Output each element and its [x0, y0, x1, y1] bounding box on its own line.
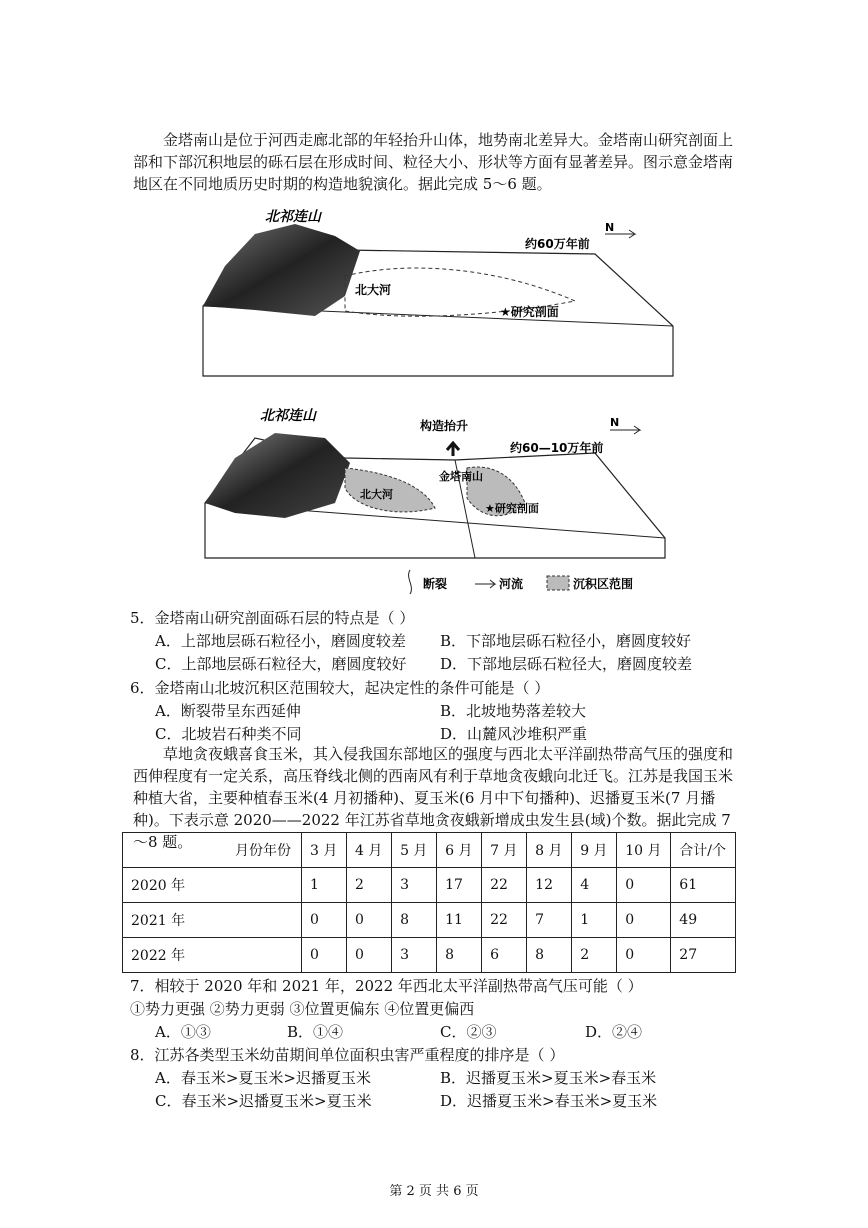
table-cell: 3 — [392, 868, 437, 903]
table-cell: 0 — [302, 938, 347, 973]
q7-items: ①势力更强 ②势力更弱 ③位置更偏东 ④位置更偏西 — [130, 1000, 475, 1018]
river-arrow-icon — [475, 580, 495, 588]
table-header-cell: 月份年份 — [123, 833, 302, 868]
q7-option-c: C．②③ — [440, 1023, 497, 1041]
table-cell: 12 — [527, 868, 572, 903]
table-cell: 61 — [671, 868, 736, 903]
north-label: N — [605, 221, 615, 234]
legend-deposit: 沉积区范围 — [573, 577, 634, 591]
mountain-label: 北祁连山 — [260, 408, 316, 424]
table-header-cell: 5 月 — [392, 833, 437, 868]
figure-60-10ka — [195, 408, 675, 603]
table-cell: 2 — [347, 868, 392, 903]
table-cell: 4 — [572, 868, 617, 903]
table-cell: 2 — [572, 938, 617, 973]
table-cell: 0 — [617, 938, 671, 973]
table-cell: 0 — [302, 903, 347, 938]
q6-option-a: A．断裂带呈东西延伸 — [155, 702, 301, 720]
q7-option-b: B．①④ — [287, 1023, 344, 1041]
time-label: 约60—10万年前 — [510, 441, 604, 455]
q8-option-a: A．春玉米>夏玉米>迟播夏玉米 — [155, 1069, 371, 1087]
range-label: 金塔南山 — [439, 470, 483, 483]
river-label: 北大河 — [360, 488, 393, 501]
table-cell: 22 — [482, 868, 527, 903]
q7-option-a: A．①③ — [155, 1023, 211, 1041]
table-header-row — [123, 833, 736, 868]
table-header-cell: 7 月 — [482, 833, 527, 868]
north-label: N — [610, 416, 620, 429]
page-footer: 第 2 页 共 6 页 — [389, 1184, 479, 1199]
q6-option-b: B．北坡地势落差较大 — [440, 702, 587, 720]
intro-paragraph-1: 金塔南山是位于河西走廊北部的年轻抬升山体，地势南北差异大。金塔南山研究剖面上部和下部沉积地层的砾石层在形成时间、粒径大小、形状等方面有显著差异。图示意金塔南地区在不同地质历史时期的构造地貌演化。据此完成 5～6 题。 — [133, 131, 734, 193]
table-cell: 27 — [671, 938, 736, 973]
table-cell: 22 — [482, 903, 527, 938]
table-cell: 11 — [437, 903, 482, 938]
table-header-cell: 9 月 — [572, 833, 617, 868]
table-cell: 0 — [347, 903, 392, 938]
table-header-cell: 6 月 — [437, 833, 482, 868]
table-header-cell: 合计/个 — [671, 833, 736, 868]
legend-fault: 断裂 — [423, 577, 448, 591]
table-cell: 49 — [671, 903, 736, 938]
q8-option-c: C．春玉米>迟播夏玉米>夏玉米 — [155, 1092, 372, 1110]
table-cell: 0 — [617, 868, 671, 903]
q5-option-c: C．上部地层砾石粒径大，磨圆度较好 — [155, 655, 407, 673]
table-row — [123, 938, 736, 973]
q7-option-d: D．②④ — [585, 1023, 643, 1041]
table-cell: 7 — [527, 903, 572, 938]
q5-option-d: D．下部地层砾石粒径大，磨圆度较差 — [440, 655, 693, 673]
table-cell: 1 — [302, 868, 347, 903]
uplift-arrow-icon — [447, 443, 459, 456]
table-cell: 2021 年 — [123, 903, 302, 938]
table-row — [123, 903, 736, 938]
q8-option-b: B．迟播夏玉米>夏玉米>春玉米 — [440, 1069, 657, 1087]
table-cell: 0 — [617, 903, 671, 938]
table-cell: 1 — [572, 903, 617, 938]
fault-icon — [409, 570, 412, 594]
uplift-label: 构造抬升 — [420, 419, 469, 433]
table-header-cell: 8 月 — [527, 833, 572, 868]
table-cell: 8 — [392, 903, 437, 938]
table-cell: 8 — [437, 938, 482, 973]
question-8-stem: 8．江苏各类型玉米幼苗期间单位面积虫害严重程度的排序是（ ） — [130, 1046, 565, 1064]
q5-option-b: B．下部地层砾石粒径小，磨圆度较好 — [440, 632, 692, 650]
table-header-cell: 4 月 — [347, 833, 392, 868]
figure-60ka — [195, 206, 685, 396]
table-cell: 0 — [347, 938, 392, 973]
mountain-label: 北祁连山 — [265, 209, 321, 225]
q5-option-a: A．上部地层砾石粒径小，磨圆度较差 — [155, 632, 406, 650]
time-label: 约60万年前 — [525, 237, 590, 251]
q6-option-c: C．北坡岩石种类不同 — [155, 725, 302, 743]
table-header-cell: 3 月 — [302, 833, 347, 868]
question-6-stem: 6．金塔南山北坡沉积区范围较大，起决定性的条件可能是（ ） — [130, 679, 550, 697]
table-row — [123, 868, 736, 903]
river-label: 北大河 — [355, 283, 392, 297]
question-7-stem: 7．相较于 2020 年和 2021 年，2022 年西北太平洋副热带高气压可能（ ） — [130, 977, 643, 995]
table-cell: 8 — [527, 938, 572, 973]
question-5-stem: 5．金塔南山研究剖面砾石层的特点是（ ） — [130, 609, 415, 627]
q8-option-d: D．迟播夏玉米>春玉米>夏玉米 — [440, 1092, 658, 1110]
table-header-cell: 10 月 — [617, 833, 671, 868]
pest-table — [122, 832, 736, 973]
intro-paragraph-2: 草地贪夜蛾喜食玉米，其入侵我国东部地区的强度与西北太平洋副热带高气压的强度和西伸程度有一定关系，高压脊线北侧的西南风有利于草地贪夜蛾向北迁飞。江苏是我国玉米种植大省，主要种植春玉米(4 月初播种)、夏玉米(6 月中下旬播种)、迟播夏玉米(7 月播种)。下表示意 2020——2022 年江苏省草地贪夜蛾新增成虫发生县(域)个数。据此完成 7～8 题。 — [133, 745, 734, 851]
table-cell: 2020 年 — [123, 868, 302, 903]
table-cell: 6 — [482, 938, 527, 973]
legend-river: 河流 — [499, 577, 524, 591]
section-label: ★研究剖面 — [500, 305, 559, 319]
table-cell: 17 — [437, 868, 482, 903]
table-cell: 3 — [392, 938, 437, 973]
deposit-swatch-icon — [547, 576, 569, 590]
table-cell: 2022 年 — [123, 938, 302, 973]
section-label: ★研究剖面 — [485, 502, 539, 515]
q6-option-d: D．山麓风沙堆积严重 — [440, 725, 588, 743]
